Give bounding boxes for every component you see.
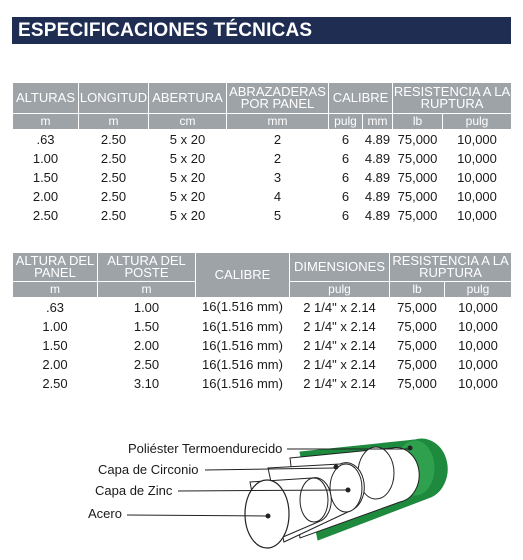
coating-layers-diagram [0, 410, 523, 560]
table-cell: 10,000 [458, 337, 498, 353]
label-zinc: Capa de Zinc [95, 483, 173, 498]
table-row [13, 355, 512, 374]
table-cell: 2 [273, 131, 282, 147]
table-row [13, 149, 512, 168]
table-cell: 4.89 [364, 188, 391, 204]
table-cell: 6 [341, 150, 350, 166]
table-cell: 2.50 [100, 169, 127, 185]
table-cell: 2.50 [133, 356, 160, 372]
table-cell: 5 x 20 [169, 188, 206, 204]
header-abrazaderas: ABRAZADERAS POR PANEL [227, 83, 329, 113]
table-cell: 2.00 [32, 188, 59, 204]
table-cell: 75,000 [397, 188, 438, 204]
table-cell: 1.50 [42, 337, 68, 353]
header-abertura: ABERTURA [149, 83, 227, 113]
label-poliester: Poliéster Termoendurecido [128, 441, 283, 456]
unit-cell: m [13, 281, 98, 297]
unit-cell: mm [227, 113, 329, 129]
table-row [13, 206, 512, 225]
unit-cell: pulg [443, 113, 512, 129]
unit-cell: pulg [329, 113, 363, 129]
table-cell: 16(1.516 mm) [202, 299, 283, 315]
table-cell: 2.50 [100, 188, 127, 204]
table-cell: 1.50 [32, 169, 59, 185]
unit-cell: mm [363, 113, 393, 129]
table-cell: 2.00 [133, 337, 160, 353]
table-cell: 2 1/4" x 2.14 [303, 318, 376, 334]
table-cell: 6 [341, 188, 350, 204]
table-cell: 4.89 [364, 150, 391, 166]
unit-cell: m [79, 113, 149, 129]
table-row [13, 297, 512, 317]
unit-cell: pulg [290, 281, 390, 297]
table-cell: 3 [273, 169, 282, 185]
table-cell: 10,000 [457, 207, 497, 223]
unit-cell: lb [390, 281, 445, 297]
table-cell: 2 [273, 150, 282, 166]
table-cell: 6 [341, 131, 350, 147]
table-cell: 4.89 [364, 131, 391, 147]
table-cell: 10,000 [458, 356, 498, 372]
table-cell: 4.89 [364, 207, 391, 223]
table-cell: .63 [36, 131, 55, 147]
header-dimensiones: DIMENSIONES [290, 253, 390, 281]
table-cell: 5 x 20 [169, 169, 206, 185]
table-cell: 5 x 20 [169, 131, 206, 147]
header-resistencia: RESISTENCIA A LA RUPTURA [393, 83, 512, 113]
table-cell: 2 1/4" x 2.14 [303, 356, 376, 372]
table-cell: 1.00 [42, 318, 68, 334]
table-cell: 16(1.516 mm) [202, 337, 283, 353]
page-title: ESPECIFICACIONES TÉCNICAS [12, 17, 511, 44]
table-cell: 16(1.516 mm) [202, 318, 283, 334]
table-cell: .63 [45, 299, 65, 315]
specs-table-post [12, 253, 512, 393]
table-cell: 2.00 [42, 356, 68, 372]
unit-cell: lb [393, 113, 443, 129]
table-row [13, 317, 512, 336]
header-altura-poste: ALTURA DEL POSTE [98, 253, 196, 281]
table-cell: 4 [273, 188, 282, 204]
table-cell: 75,000 [397, 299, 437, 315]
table-row [13, 187, 512, 206]
header-calibre: CALIBRE [329, 83, 393, 113]
table-cell: 2.50 [42, 375, 68, 391]
table-cell: 2 1/4" x 2.14 [303, 375, 376, 391]
table-cell: 2.50 [100, 131, 127, 147]
unit-cell: m [98, 281, 196, 297]
unit-cell: pulg [445, 281, 512, 297]
table-cell: 2.50 [32, 207, 59, 223]
header-calibre: CALIBRE [196, 253, 290, 297]
table-cell: 1.50 [133, 318, 160, 334]
table-cell: 1.00 [133, 299, 160, 315]
table-cell: 10,000 [457, 131, 497, 147]
table-cell: 10,000 [458, 318, 498, 334]
table-cell: 75,000 [397, 207, 438, 223]
unit-cell: cm [149, 113, 227, 129]
table-cell: 75,000 [397, 150, 438, 166]
table-cell: 75,000 [397, 169, 438, 185]
table-cell: 10,000 [457, 169, 497, 185]
table-cell: 5 x 20 [169, 207, 206, 223]
table-cell: 3.10 [133, 375, 160, 391]
header-longitud: LONGITUD [79, 83, 149, 113]
table-cell: 10,000 [458, 299, 498, 315]
table-cell: 2 1/4" x 2.14 [303, 299, 376, 315]
table-cell: 6 [341, 169, 350, 185]
table-cell: 75,000 [397, 375, 437, 391]
table-cell: 5 [273, 207, 282, 223]
table-cell: 10,000 [457, 150, 497, 166]
table-row [13, 129, 512, 149]
table-cell: 75,000 [397, 131, 438, 147]
header-altura-panel: ALTURA DEL PANEL [13, 253, 98, 281]
header-alturas: ALTURAS [13, 83, 79, 113]
table-row [13, 168, 512, 187]
table-cell: 10,000 [458, 375, 498, 391]
table-cell: 75,000 [397, 318, 437, 334]
table-cell: 16(1.516 mm) [202, 356, 283, 372]
table-cell: 2.50 [100, 207, 127, 223]
table-row [13, 336, 512, 355]
table-cell: 2.50 [100, 150, 127, 166]
table-cell: 2 1/4" x 2.14 [303, 337, 376, 353]
table-cell: 5 x 20 [169, 150, 206, 166]
table-cell: 75,000 [397, 337, 437, 353]
unit-cell: m [13, 113, 79, 129]
table-row [13, 374, 512, 393]
table-cell: 1.00 [32, 150, 59, 166]
table-cell: 10,000 [457, 188, 497, 204]
table-cell: 16(1.516 mm) [202, 375, 283, 391]
table-cell: 4.89 [364, 169, 391, 185]
table-cell: 6 [341, 207, 350, 223]
label-acero: Acero [88, 506, 122, 521]
specs-table-mesh [12, 83, 512, 225]
table-cell: 75,000 [397, 356, 437, 372]
label-circonio: Capa de Circonio [98, 462, 199, 477]
header-resistencia: RESISTENCIA A LA RUPTURA [390, 253, 512, 281]
